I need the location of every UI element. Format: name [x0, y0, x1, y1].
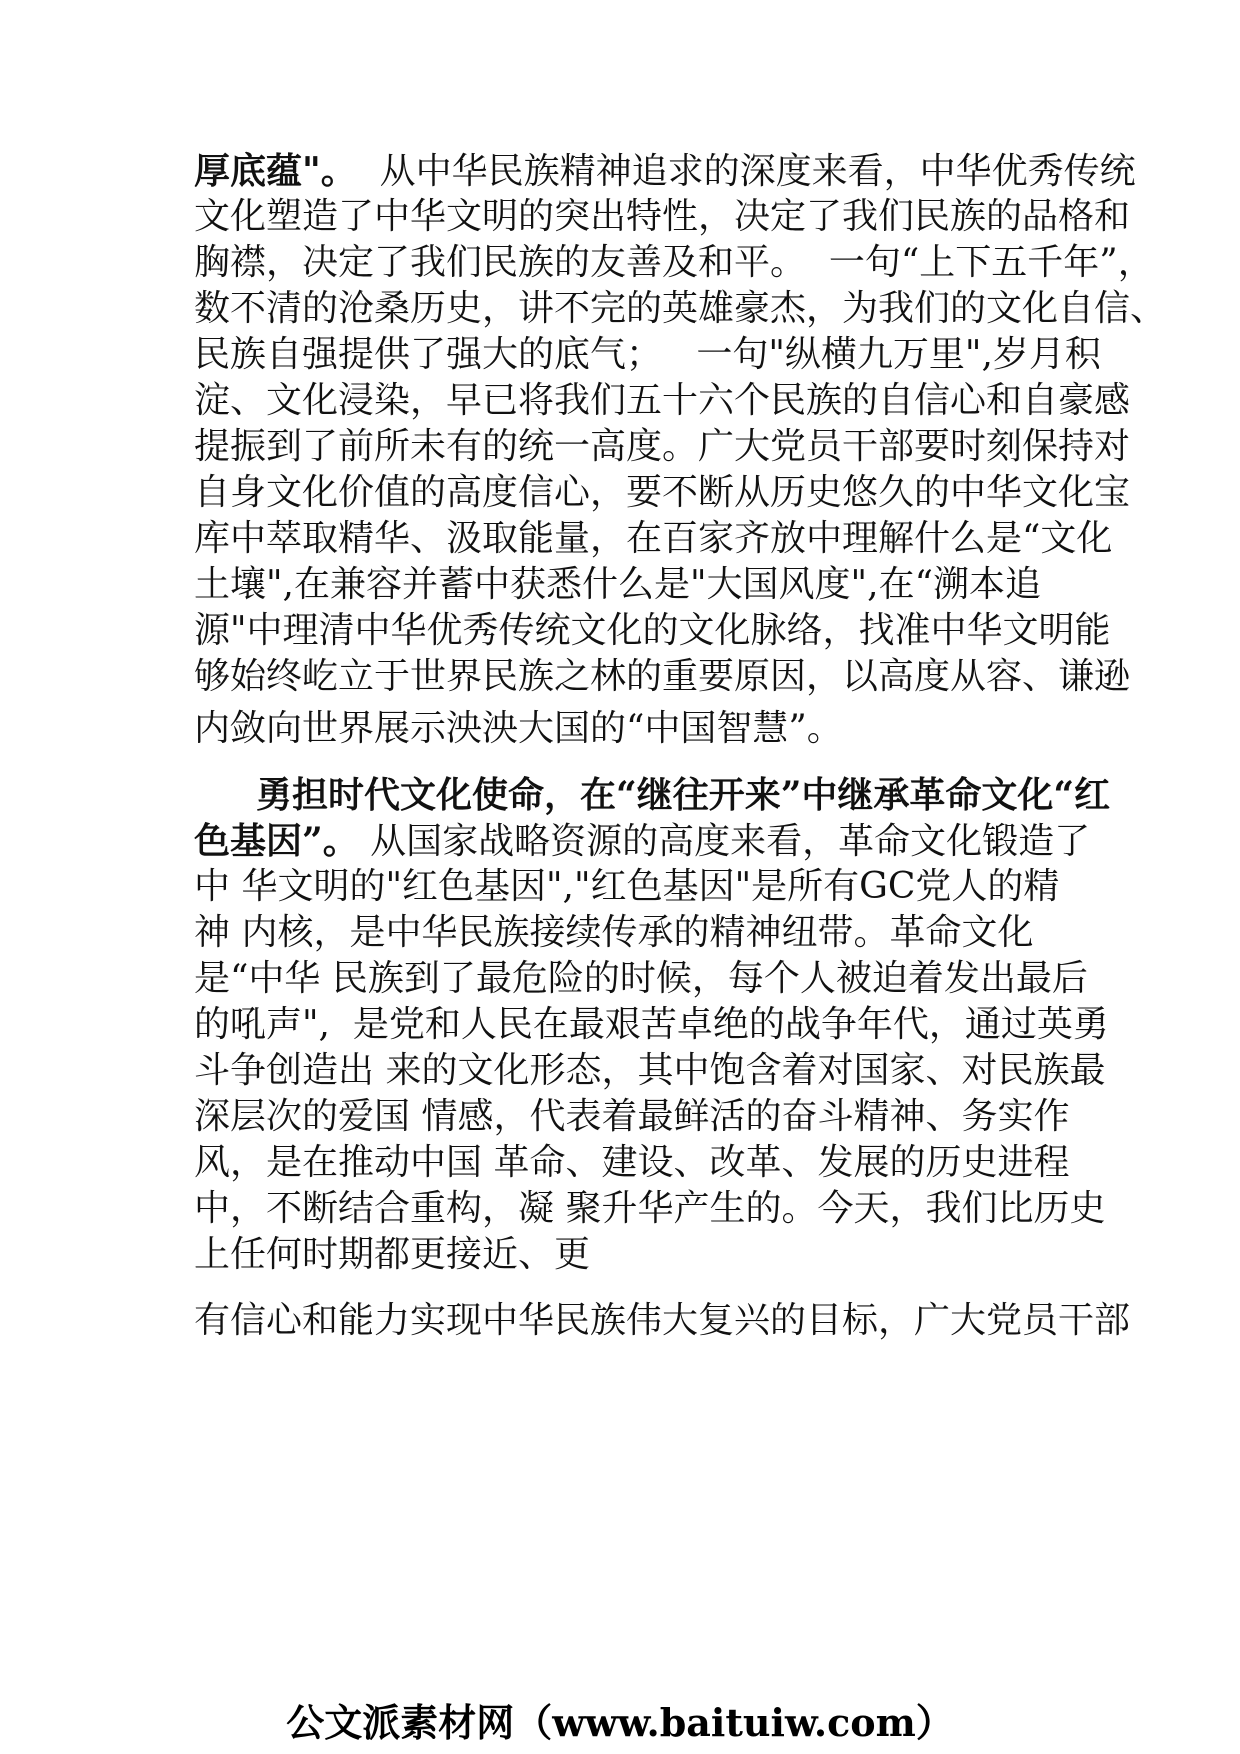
- text-line: 风，是在推动中国 革命、建设、改革、发展的历史进程: [194, 1142, 1070, 1183]
- section-heading: 勇担时代文化使命，在“继往开来”中继承革命文化“红: [256, 774, 1111, 816]
- text-line: 的吼声", 是党和人民在最艰苦卓绝的战争年代，通过英勇: [194, 1004, 1109, 1045]
- text-line: 是“中华 民族到了最危险的时候，每个人被迫着发出最后: [194, 958, 1088, 999]
- text-line: 上任何时期都更接近、更: [194, 1234, 591, 1275]
- text-line: 数不清的沧桑历史，讲不完的英雄豪杰，为我们的文化自信、: [194, 288, 1167, 329]
- text-line: 厚底蕴"。 从中华民族精神追求的深度来看，中华优秀传统: [194, 150, 1136, 192]
- text-line: 色基因”。 从国家战略资源的高度来看，革命文化锻造了: [194, 820, 1091, 862]
- text-line: 胸襟，决定了我们民族的友善及和平。 一句“上下五千年”，: [194, 242, 1154, 283]
- text-line: 民族自强提供了强大的底气； 一句"纵横九万里",岁月积: [194, 334, 1101, 375]
- text-line: 淀、文化浸染，早已将我们五十六个民族的自信心和自豪感: [194, 380, 1131, 421]
- bold-lead: 厚底蕴"。: [194, 150, 357, 192]
- text-line: 斗争创造出 来的文化形态，其中饱含着对国家、对民族最: [194, 1050, 1106, 1091]
- text-line: 提振到了前所未有的统一高度。广大党员干部要时刻保持对: [194, 426, 1131, 467]
- text-line: 土壤",在兼容并蓄中获悉什么是"大国风度",在“溯本追: [194, 564, 1041, 605]
- text-line: 中，不断结合重构，凝 聚升华产生的。今天，我们比历史: [194, 1188, 1106, 1229]
- text-line: 深层次的爱国 情感，代表着最鲜活的奋斗精神、务实作: [194, 1096, 1070, 1137]
- text-line: 神 内核，是中华民族接续传承的精神纽带。革命文化: [194, 912, 1034, 953]
- section-heading-cont: 色基因”。: [194, 820, 359, 862]
- text-line: 够始终屹立于世界民族之林的重要原因，以高度从容、谦逊: [194, 656, 1131, 697]
- text-line: 内敛向世界展示泱泱大国的“中国智慧”。: [194, 708, 843, 749]
- text-line: 源"中理清中华优秀传统文化的文化脉络，找准中华文明能: [194, 610, 1111, 651]
- text-line: 库中萃取精华、汲取能量，在百家齐放中理解什么是“文化: [194, 518, 1113, 559]
- text-line: 有信心和能力实现中华民族伟大复兴的目标，广大党员干部: [194, 1300, 1131, 1341]
- text-line: 自身文化价值的高度信心，要不断从历史悠久的中华文化宝: [194, 472, 1131, 513]
- text-line: 中 华文明的"红色基因","红色基因"是所有GC党人的精: [194, 866, 1060, 907]
- text-line: 文化塑造了中华文明的突出特性，决定了我们民族的品格和: [194, 196, 1131, 237]
- footer-source: 公文派素材网（www.baituiw.com）: [286, 1700, 954, 1745]
